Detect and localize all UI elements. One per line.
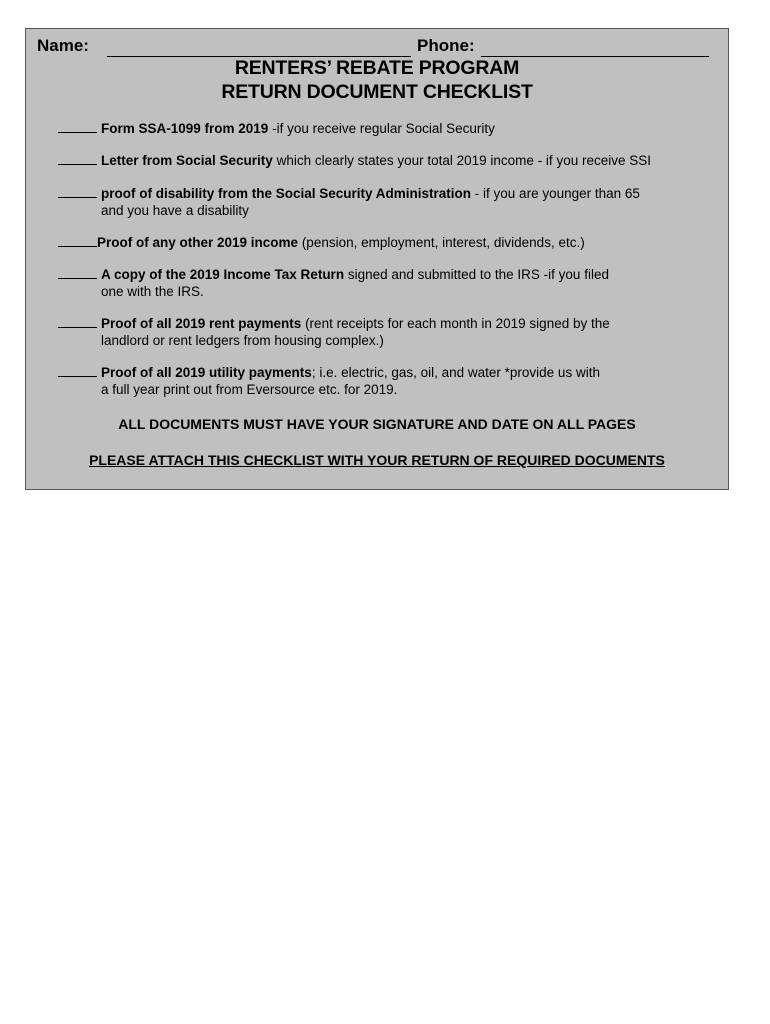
checklist-item-disability-proof: proof of disability from the Social Security Administration - if you are younger than 65 and you have a disability	[58, 185, 640, 219]
checklist-item-continuation: landlord or rent ledgers from housing complex.)	[101, 333, 384, 348]
attach-notice	[26, 452, 728, 468]
name-label: Name:	[37, 36, 89, 55]
phone-label: Phone:	[417, 36, 475, 55]
check-blank	[58, 152, 97, 165]
checklist-item-continuation: a full year print out from Eversource etc. for 2019.	[101, 382, 398, 397]
check-blank	[58, 185, 97, 198]
check-blank	[58, 315, 97, 328]
page-title-line-1: RENTERS’ REBATE PROGRAM	[234, 57, 520, 79]
check-blank	[58, 266, 97, 279]
checklist-item-continuation: one with the IRS.	[101, 284, 204, 299]
check-blank	[58, 364, 97, 377]
checklist-item-other-income: Proof of any other 2019 income (pension, employment, interest, dividends, etc.)	[58, 234, 585, 251]
checklist-item-rent-payments: Proof of all 2019 rent payments (rent receipts for each month in 2019 signed by the landlord or rent ledgers from housing complex.)	[58, 315, 610, 349]
checklist-item-tax-return: A copy of the 2019 Income Tax Return signed and submitted to the IRS -if you filed one with the IRS.	[58, 266, 609, 300]
checklist-form	[25, 28, 729, 490]
checklist-item-ssa-1099: Form SSA-1099 from 2019 -if you receive regular Social Security	[58, 120, 495, 137]
page-title-line-2: RETURN DOCUMENT CHECKLIST	[221, 81, 533, 103]
check-blank	[58, 120, 97, 133]
checklist-item-utility-payments: Proof of all 2019 utility payments; i.e. electric, gas, oil, and water *provide us with a full year print out from Eversource etc. for 2019.	[58, 364, 600, 398]
header-row	[37, 34, 717, 58]
checklist-item-ssi-letter: Letter from Social Security which clearly states your total 2019 income - if you receive SSI	[58, 152, 651, 169]
checklist-item-continuation: and you have a disability	[101, 203, 249, 218]
check-blank	[58, 234, 97, 247]
signature-notice: ALL DOCUMENTS MUST HAVE YOUR SIGNATURE AND DATE ON ALL PAGES	[118, 416, 636, 432]
attach-notice-text: PLEASE ATTACH THIS CHECKLIST WITH YOUR RETURN OF REQUIRED DOCUMENTS	[89, 452, 665, 468]
